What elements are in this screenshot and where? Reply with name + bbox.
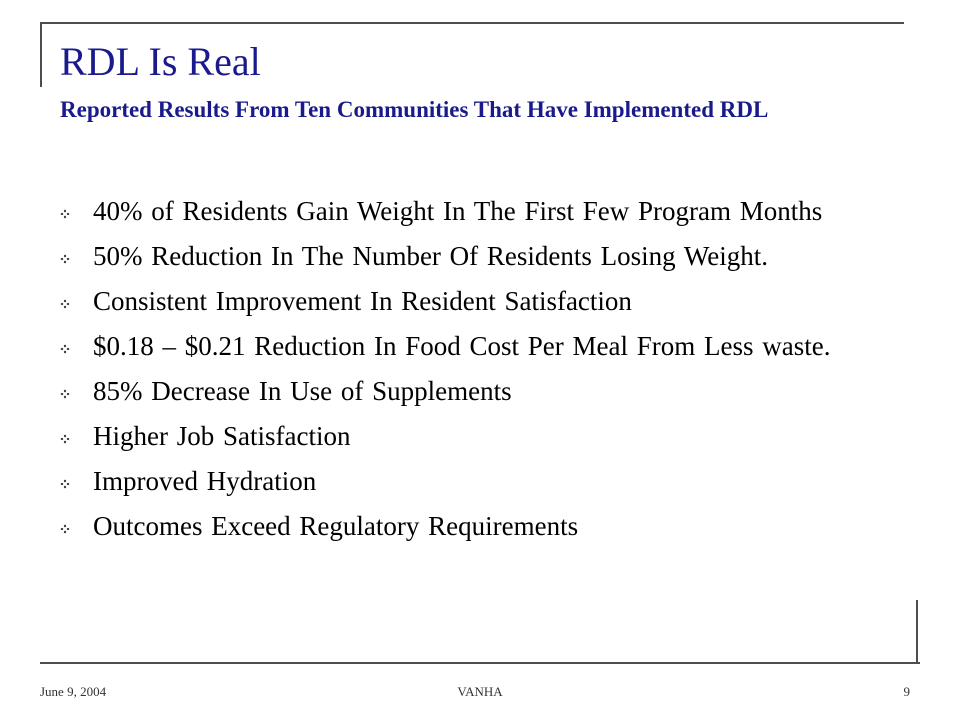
slide-subtitle: Reported Results From Ten Communities That Have Implemented RDL [60, 97, 769, 122]
four-diamond-bullet-icon [60, 524, 70, 534]
bullet-text: Consistent Improvement In Resident Satisfaction [93, 286, 632, 316]
four-diamond-bullet-icon [60, 344, 70, 354]
four-diamond-bullet-icon [60, 479, 70, 489]
bullet-text: 50% Reduction In The Number Of Residents Losing Weight. [93, 241, 768, 271]
bullet-item [60, 375, 880, 408]
four-diamond-bullet-icon [60, 434, 70, 444]
bullet-text: 40% of Residents Gain Weight In The First Few Program Months [93, 196, 823, 226]
bullet-text: $0.18 – $0.21 Reduction In Food Cost Per Meal From Less waste. [93, 331, 831, 361]
four-diamond-bullet-icon [60, 389, 70, 399]
slide-title: RDL Is Real [60, 39, 261, 84]
four-diamond-bullet-icon [60, 209, 70, 219]
frame-bottom-line [40, 662, 920, 664]
footer-page-number: 9 [903, 684, 910, 699]
bullet-item [60, 465, 880, 498]
bullet-text: 85% Decrease In Use of Supplements [93, 376, 512, 406]
bullet-item [60, 420, 880, 453]
frame-left-line [40, 22, 42, 87]
bullet-item [60, 240, 880, 273]
bullet-item [60, 285, 880, 318]
four-diamond-bullet-icon [60, 254, 70, 264]
frame-top-line [40, 22, 904, 24]
bullet-list [60, 195, 880, 555]
footer-date: June 9, 2004 [40, 684, 107, 699]
bullet-text: Improved Hydration [93, 466, 317, 496]
bullet-item [60, 330, 880, 363]
bullet-item [60, 195, 880, 228]
footer-organization: VANHA [457, 684, 503, 699]
four-diamond-bullet-icon [60, 299, 70, 309]
bullet-item [60, 510, 880, 543]
bullet-text: Outcomes Exceed Regulatory Requirements [93, 511, 579, 541]
frame-right-line [916, 600, 918, 664]
bullet-text: Higher Job Satisfaction [93, 421, 351, 451]
